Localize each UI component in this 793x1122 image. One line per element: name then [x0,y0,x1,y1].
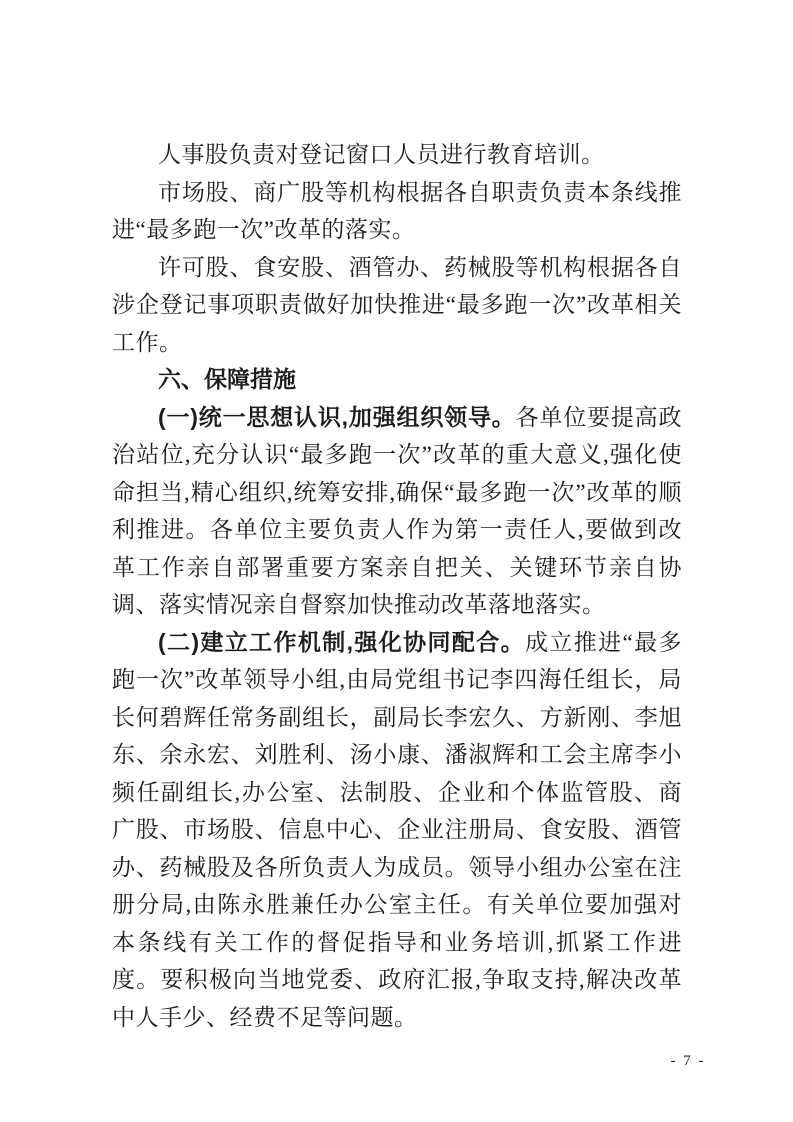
paragraph-lead: (二)建立工作机制,强化协同配合。 [158,628,526,655]
page-number: - 7 - [670,1053,706,1069]
paragraph: 人事股负责对登记窗口人员进行教育培训。 [158,142,605,167]
paragraph [112,399,682,624]
paragraph-text: 各单位要提高政治站位,充分认识“最多跑一次”改革的重大意义,强化使命担当,精心组织,统筹安排,确保“最多跑一次”改革的顺利推进。各单位主要负责人作为第一责任人,要做到改革工作亲自部署重要方案亲自把关、关键环节亲自协调、落实情况亲自督察加快推动改革落地落实。 [112,404,682,617]
section-heading: 六、保障措施 [158,366,296,392]
paragraph [112,624,682,1037]
paragraph-text: 成立推进“最多跑一次”改革领导小组,由局党组书记李四海任组长，局长何碧辉任常务副组长，副局长李宏久、方新刚、李旭东、余永宏、刘胜利、汤小康、潘淑辉和工会主席李小频任副组长,办公室、法制股、企业和个体监管股、商广股、市场股、信息中心、企业注册局、食安股、酒管办、药械股及各所负责人为成员。领导小组办公室在注册分局,由陈永胜兼任办公室主任。有关单位要加强对本条线有关工作的督促指导和业务培训,抓紧工作进度。要积极向当地党委、政府汇报,争取支持,解决改革中人手少、经费不足等问题。 [112,629,682,1030]
document-body [112,136,682,1036]
paragraph: 许可股、食安股、酒管办、药械股等机构根据各自涉企登记事项职责做好加快推进“最多跑一次”改革相关工作。 [112,254,682,355]
paragraph-lead: (一)统一思想认识,加强组织领导。 [158,403,516,430]
paragraph: 市场股、商广股等机构根据各自职责负责本条线推进“最多跑一次”改革的落实。 [112,179,682,242]
